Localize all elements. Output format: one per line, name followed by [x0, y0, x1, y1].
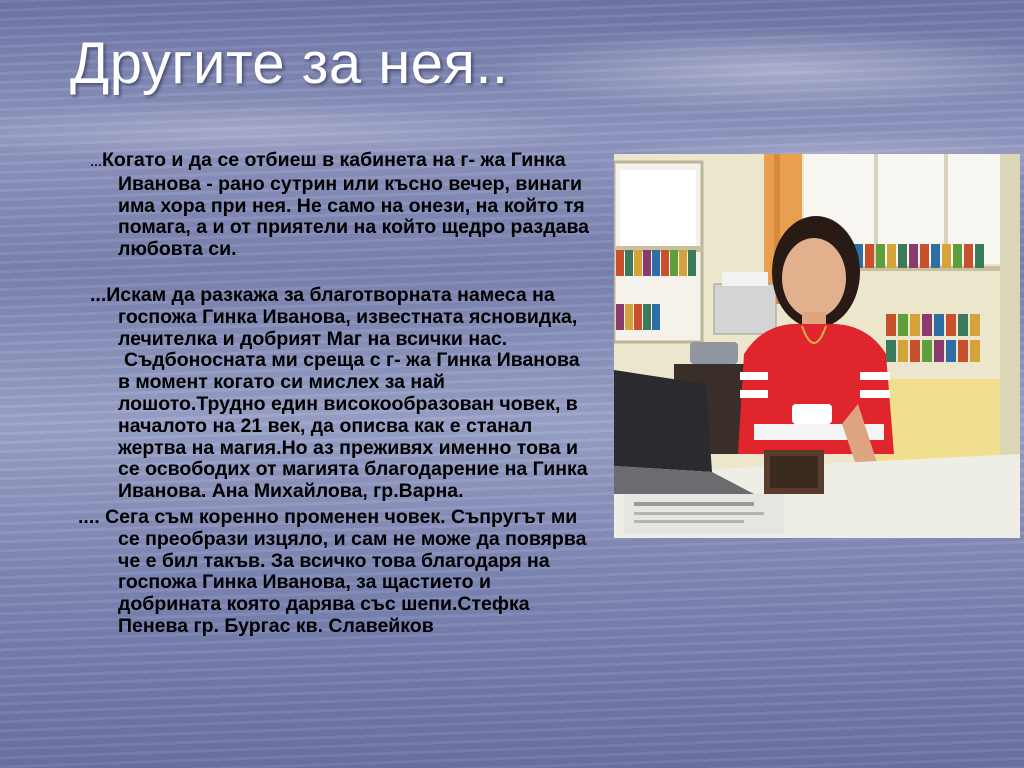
paragraph-1-text: Когато и да се отбиеш в кабинета на г- жа Гинка Иванова - рано сутрин или късно вечер, винаги има хора при нея. Не само на онези, на който тя помага, а и от приятели на който щедро раздава любовта си.: [102, 149, 590, 261]
paragraph-1: [78, 150, 590, 261]
paragraph-1-lead: …: [90, 155, 102, 169]
paragraph-2: ...Искам да разкажа за благотворната намеса на госпожа Гинка Иванова, известната ясновидка, лечителка и добрият Маг на всички нас.: [90, 283, 578, 350]
slide-title: Другите за нея..: [70, 31, 509, 96]
paragraph-4: .... Сега съм коренно променен човек. Съпругът ми се преобрази изцяло, и сам не може да повярва че е бил такъв. За всичко това благодаря на госпожа Гинка Иванова, за щастието и добрината която дарява със шепи.Стефка Пенева гр. Бургас кв. Славейков: [78, 505, 587, 637]
paragraph-3: Съдбоносната ми среща с г- жа Гинка Иванова в момент когато си мислех за най лошото.Трудно един високообразован човек, в началото на 21 век, да описва как е станал жертва на магия.Но аз преживях именно това и се освободих от магията благодарение на Гинка Иванова. Ана Михайлова, гр.Варна.: [118, 349, 588, 503]
woman-at-desk-photo: [614, 154, 1020, 538]
testimonials-text: [78, 150, 590, 638]
